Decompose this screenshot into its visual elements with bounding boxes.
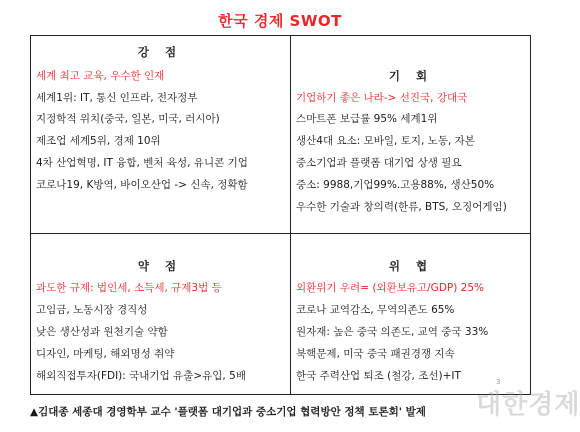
- grid-vertical-divider: [290, 35, 291, 395]
- strengths-item: 4차 산업혁명, IT 융합, 벤처 육성, 유니콘 기업: [36, 157, 248, 169]
- threats-lead: 외환위기 우려= (외환보유고/GDP) 25%: [296, 282, 485, 294]
- threats-item: 한국 주력산업 퇴조 (철강, 조선)+IT: [296, 370, 461, 382]
- strengths-item: 세계1위: IT, 통신 인프라, 전자정부: [36, 92, 198, 104]
- threats-heading: 위 협: [388, 259, 434, 273]
- opportunities-item: 중소기업과 플랫폼 대기업 상생 필요: [296, 157, 462, 169]
- threats-item: 원자재: 높은 중국 의존도, 교역 중국 33%: [296, 326, 489, 338]
- weaknesses-lead: 과도한 규제: 법인세, 소득세, 규제3법 등: [36, 282, 222, 294]
- weaknesses-item: 해외직접투자(FDI): 국내기업 유출>유입, 5배: [36, 370, 246, 382]
- strengths-item: 지정학적 위치(중국, 일본, 미국, 러시아): [36, 113, 220, 125]
- publisher-watermark: 대한경제: [476, 390, 580, 420]
- grid-horizontal-divider: [30, 233, 531, 234]
- strengths-item: 제조업 세계5위, 경제 10위: [36, 135, 161, 147]
- weaknesses-item: 고임금, 노동시장 경직성: [36, 304, 148, 316]
- page-number: 3: [496, 378, 501, 386]
- opportunities-lead: 기업하기 좋은 나라-> 선진국, 강대국: [296, 92, 468, 104]
- threats-item: 코로나 교역감소, 무역의존도 65%: [296, 304, 455, 316]
- opportunities-heading: 기 회: [388, 69, 434, 83]
- threats-item: 북핵문제, 미국 중국 패권경쟁 지속: [296, 348, 455, 360]
- opportunities-item: 스마트폰 보급률 95% 세계1위: [296, 113, 438, 125]
- weaknesses-heading: 약 점: [137, 259, 183, 273]
- weaknesses-item: 디자인, 마케팅, 해외명성 취약: [36, 348, 175, 360]
- swot-grid: [30, 35, 531, 395]
- strengths-item: 코로나19, K방역, 바이오산업 -> 신속, 정확함: [36, 179, 248, 191]
- photo-caption: ▲김대종 세종대 경영학부 교수 '플랫폼 대기업과 중소기업 협력방안 정책 토론회' 발제: [30, 406, 426, 418]
- page-title: 한국 경제 SWOT: [218, 12, 342, 30]
- strengths-lead: 세계 최고 교육, 우수한 인재: [36, 70, 165, 82]
- strengths-heading: 강 점: [137, 45, 183, 59]
- opportunities-item: 생산4대 요소: 모바일, 토지, 노동, 자본: [296, 135, 475, 147]
- weaknesses-item: 낮은 생산성과 원천기술 약함: [36, 326, 168, 338]
- opportunities-item: 중소: 9988,기업99%.고용88%, 생산50%: [296, 179, 495, 191]
- opportunities-item: 우수한 기술과 창의력(한류, BTS, 오징어게임): [296, 201, 507, 213]
